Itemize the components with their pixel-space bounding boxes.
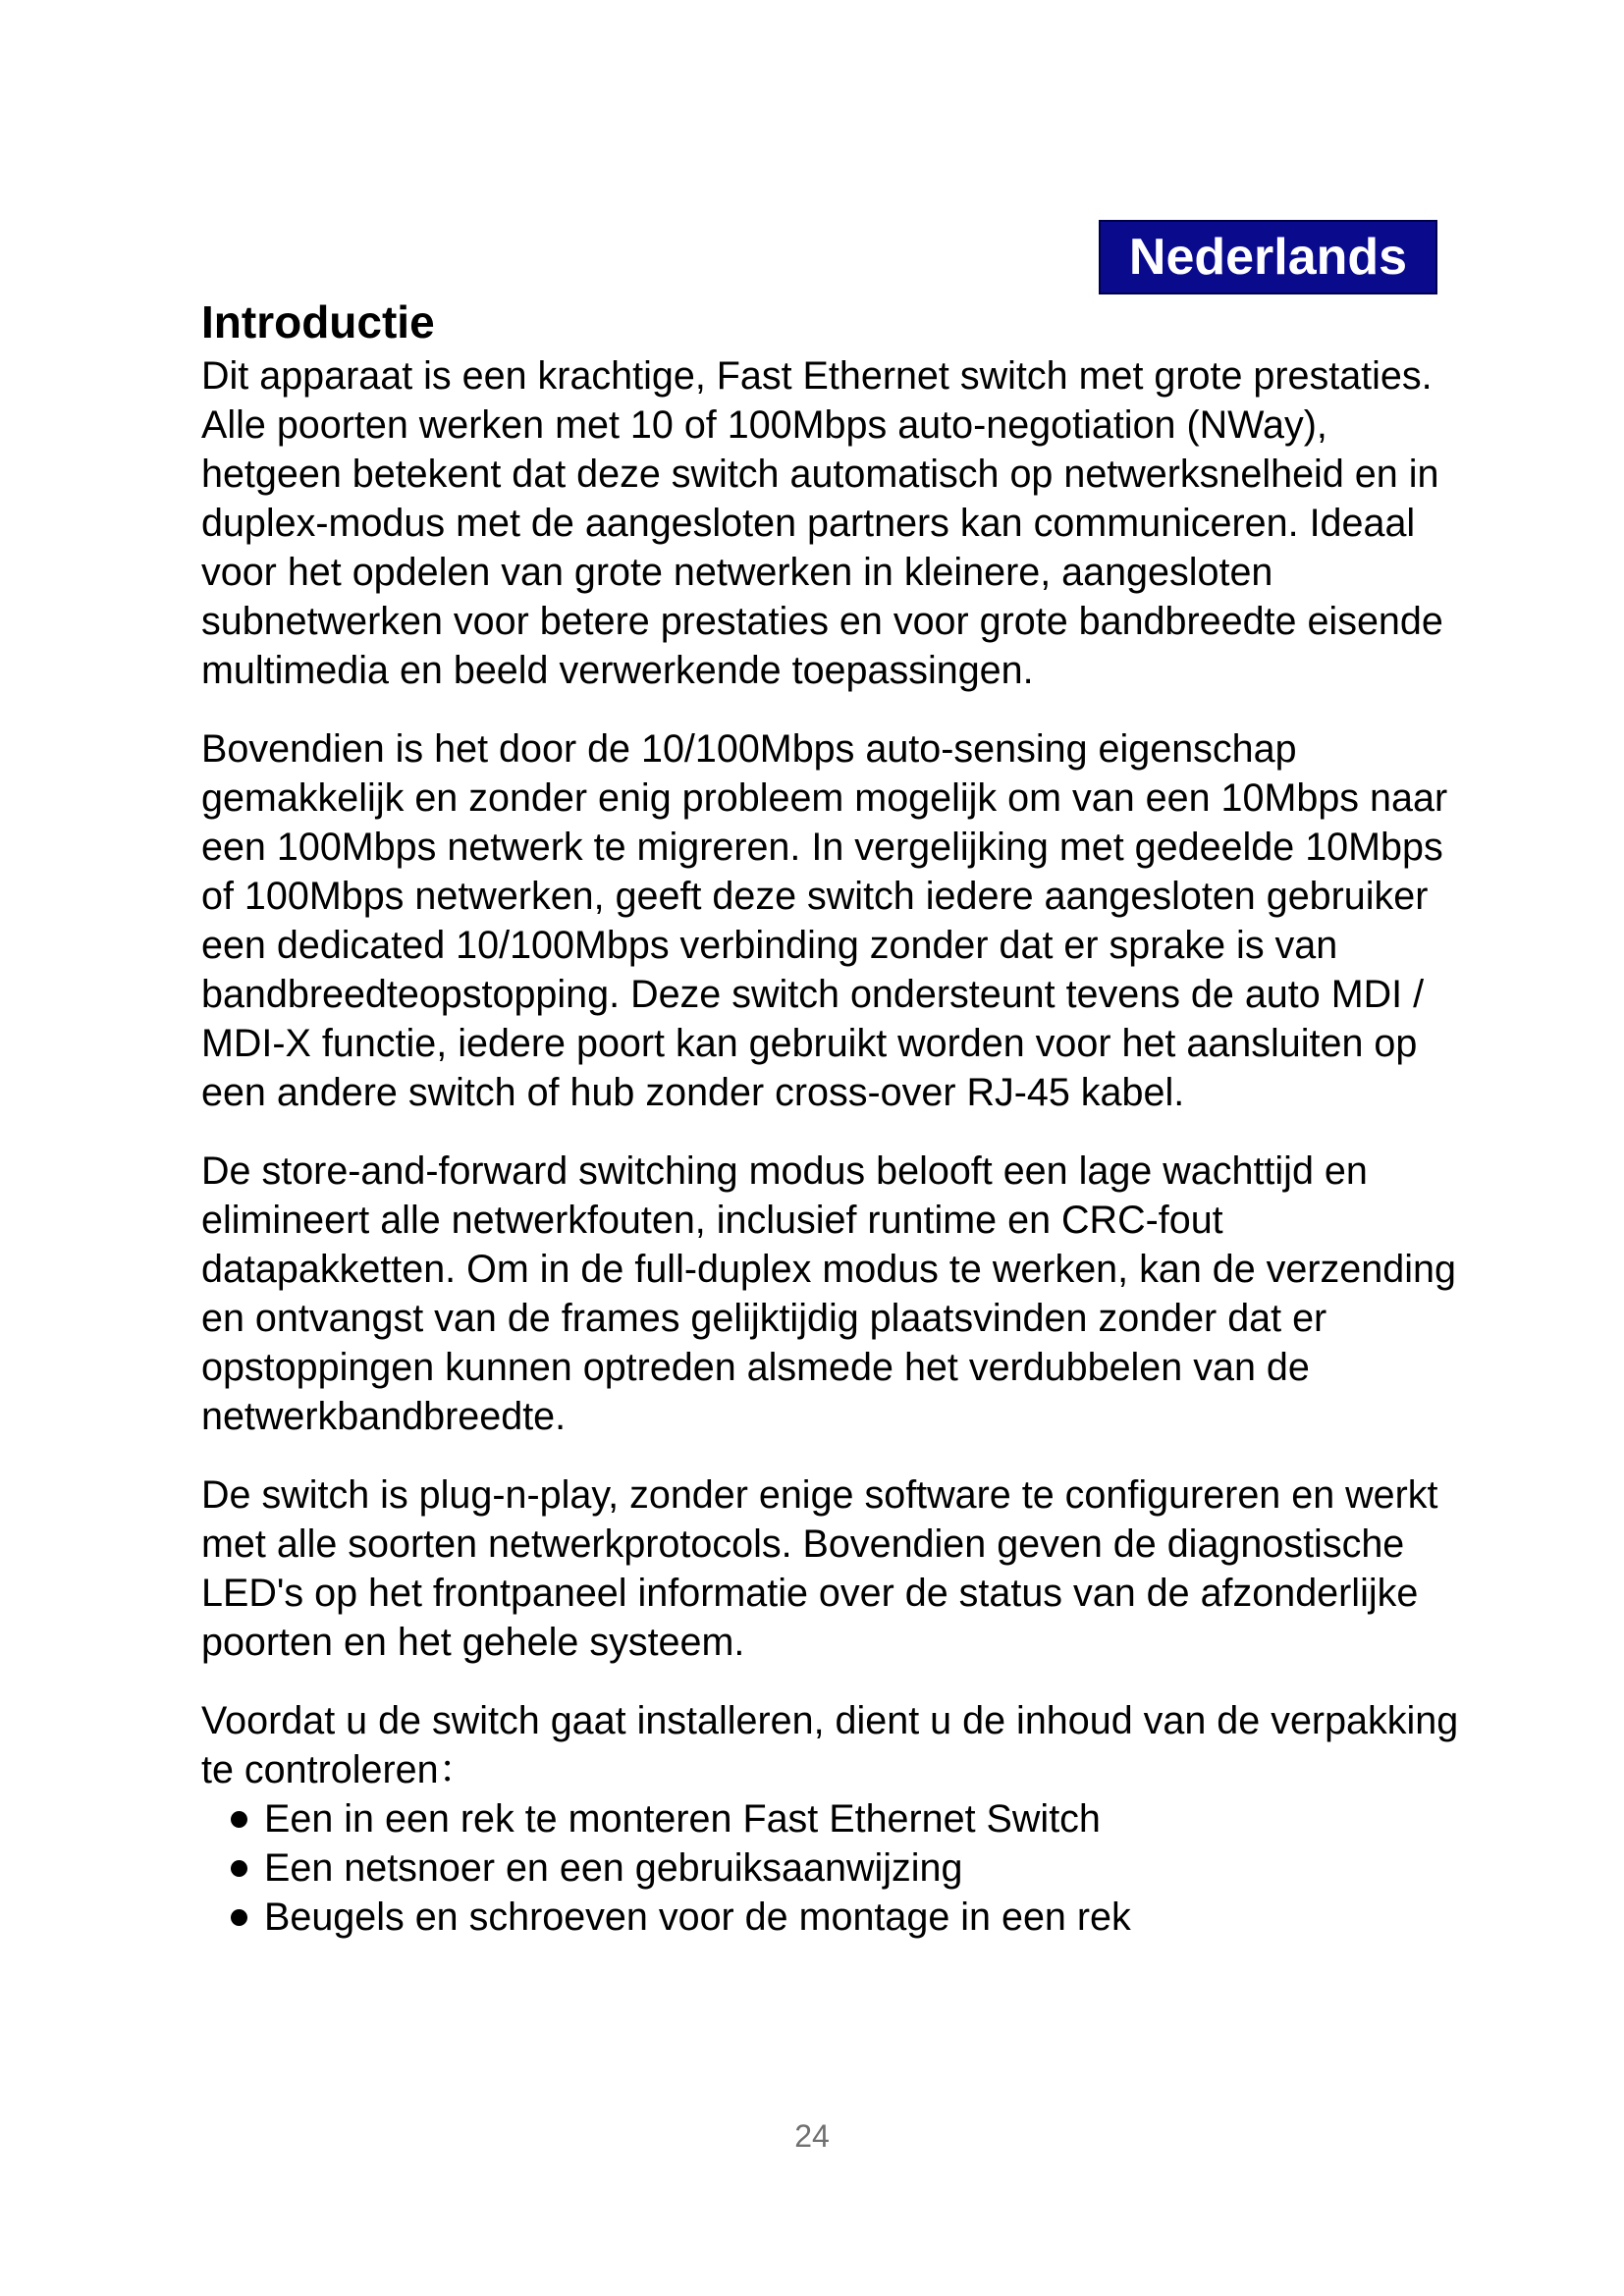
package-contents-list [201,1794,1468,1942]
page-number: 24 [794,2118,830,2154]
list-item-text: Beugels en schroeven voor de montage in een rek [264,1896,1131,1939]
paragraph-plug-n-play: De switch is plug-n-play, zonder enige software te configureren en werkt met alle soorten netwerkprotocols. Bovendien geven de diagnostische LED's op het frontpaneel informatie over de status van de afzonderlijke poorten en het gehele systeem. [201,1473,1438,1664]
paragraph-store-and-forward: De store-and-forward switching modus belooft een lage wachttijd en elimineert alle netwerkfouten, inclusief runtime en CRC-fout datapakketten. Om in de full-duplex modus te werken, kan de verzending en ontvangst van de frames gelijktijdig plaatsvinden zonder dat er opstoppingen kunnen optreden alsmede het verdubbelen van de netwerkbandbreedte. [201,1149,1456,1438]
list-item-text: Een netsnoer en een gebruiksaanwijzing [264,1846,963,1890]
section-heading: Introductie [201,296,435,347]
paragraph-intro: Dit apparaat is een krachtige, Fast Ethernet switch met grote prestaties. Alle poorten werken met 10 of 100Mbps auto-negotiation (NWay), hetgeen betekent dat deze switch automatisch op netwerksnelheid en in duplex-modus met de aangesloten partners kan communiceren. Ideaal voor het opdelen van grote netwerken in kleinere, aangesloten subnetwerken voor betere prestaties en voor grote bandbreedte eisende multimedia en beeld verwerkende toepassingen. [201,354,1443,692]
language-badge: Nederlands [1099,220,1437,294]
bullet-icon [231,1909,247,1926]
bullet-icon [231,1811,247,1828]
bullet-icon [231,1860,247,1877]
paragraph-package-check: Voordat u de switch gaat installeren, dient u de inhoud van de verpakking te controleren： [201,1699,1459,1791]
list-item [231,1794,1468,1843]
list-item-text: Een in een rek te monteren Fast Ethernet Switch [264,1797,1101,1841]
list-item [231,1893,1468,1942]
page-content [201,293,1468,1942]
list-item [231,1843,1468,1893]
paragraph-auto-sensing: Bovendien is het door de 10/100Mbps auto-sensing eigenschap gemakkelijk en zonder enig probleem mogelijk om van een 10Mbps naar een 100Mbps netwerk te migreren. In vergelijking met gedeelde 10Mbps of 100Mbps netwerken, geeft deze switch iedere aangesloten gebruiker een dedicated 10/100Mbps verbinding zonder dat er sprake is van bandbreedteopstopping. Deze switch ondersteunt tevens de auto MDI / MDI-X functie, iedere poort kan gebruikt worden voor het aansluiten op een andere switch of hub zonder cross-over RJ-45 kabel. [201,727,1448,1114]
